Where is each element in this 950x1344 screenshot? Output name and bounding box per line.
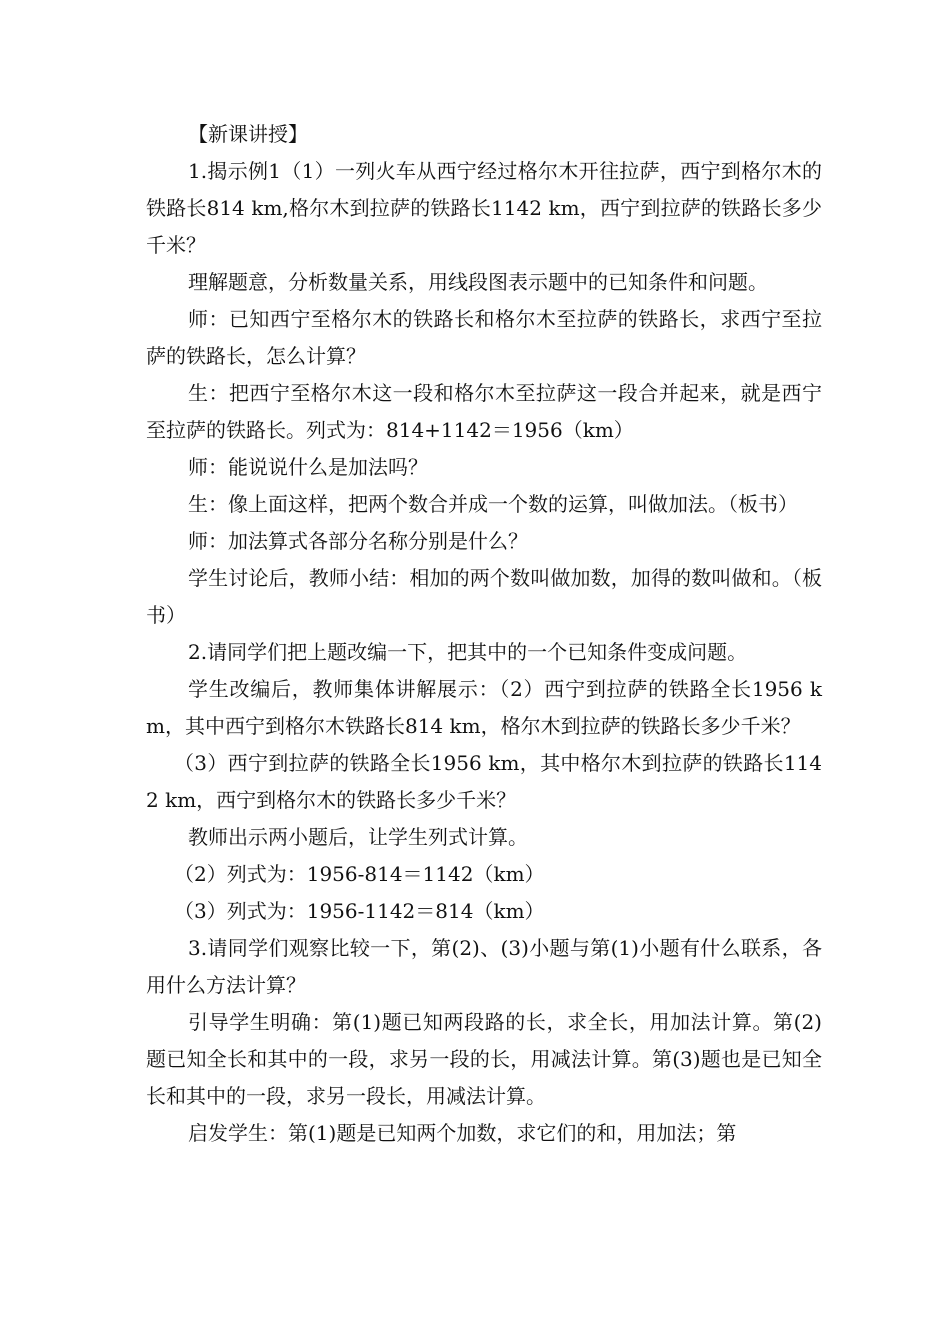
paragraph: 启发学生：第(1)题是已知两个加数，求它们的和，用加法；第 (188, 1121, 737, 1145)
paragraph: （2）列式为：1956-814＝1142（km） (174, 862, 545, 886)
paragraph: 2.请同学们把上题改编一下，把其中的一个已知条件变成问题。 (188, 640, 748, 664)
paragraph: 理解题意，分析数量关系，用线段图表示题中的已知条件和问题。 (188, 270, 768, 294)
section-heading: 【新课讲授】 (188, 122, 308, 146)
document-body (146, 116, 822, 1152)
paragraph: 学生讨论后，教师小结：相加的两个数叫做加数，加得的数叫做和。（板书） (146, 566, 822, 627)
paragraph: 引导学生明确：第(1)题已知两段路的长，求全长，用加法计算。第(2)题已知全长和其中的一段，求另一段的长，用减法计算。第(3)题也是已知全长和其中的一段，求另一段长，用减法计算。 (146, 1010, 822, 1108)
paragraph: 师：加法算式各部分名称分别是什么？ (188, 529, 528, 553)
paragraph: （3）列式为：1956-1142＝814（km） (174, 899, 545, 923)
paragraph: 师：能说说什么是加法吗？ (188, 455, 428, 479)
paragraph: （3）西宁到拉萨的铁路全长1956 km，其中格尔木到拉萨的铁路长1142 km，西宁到格尔木的铁路长多少千米？ (146, 751, 822, 812)
paragraph: 教师出示两小题后，让学生列式计算。 (188, 825, 528, 849)
paragraph: 生：把西宁至格尔木这一段和格尔木至拉萨这一段合并起来，就是西宁至拉萨的铁路长。列式为：814+1142＝1956（km） (146, 381, 822, 442)
paragraph: 3.请同学们观察比较一下，第(2)、(3)小题与第(1)小题有什么联系，各用什么方法计算？ (146, 936, 822, 997)
paragraph: 1.揭示例1（1）一列火车从西宁经过格尔木开往拉萨，西宁到格尔木的铁路长814 km,格尔木到拉萨的铁路长1142 km，西宁到拉萨的铁路长多少千米？ (146, 159, 822, 257)
paragraph: 生：像上面这样，把两个数合并成一个数的运算，叫做加法。（板书） (188, 492, 798, 516)
paragraph: 师：已知西宁至格尔木的铁路长和格尔木至拉萨的铁路长，求西宁至拉萨的铁路长，怎么计算？ (146, 307, 822, 368)
paragraph: 学生改编后，教师集体讲解展示：（2）西宁到拉萨的铁路全长1956 km，其中西宁到格尔木铁路长814 km，格尔木到拉萨的铁路长多少千米？ (146, 677, 822, 738)
